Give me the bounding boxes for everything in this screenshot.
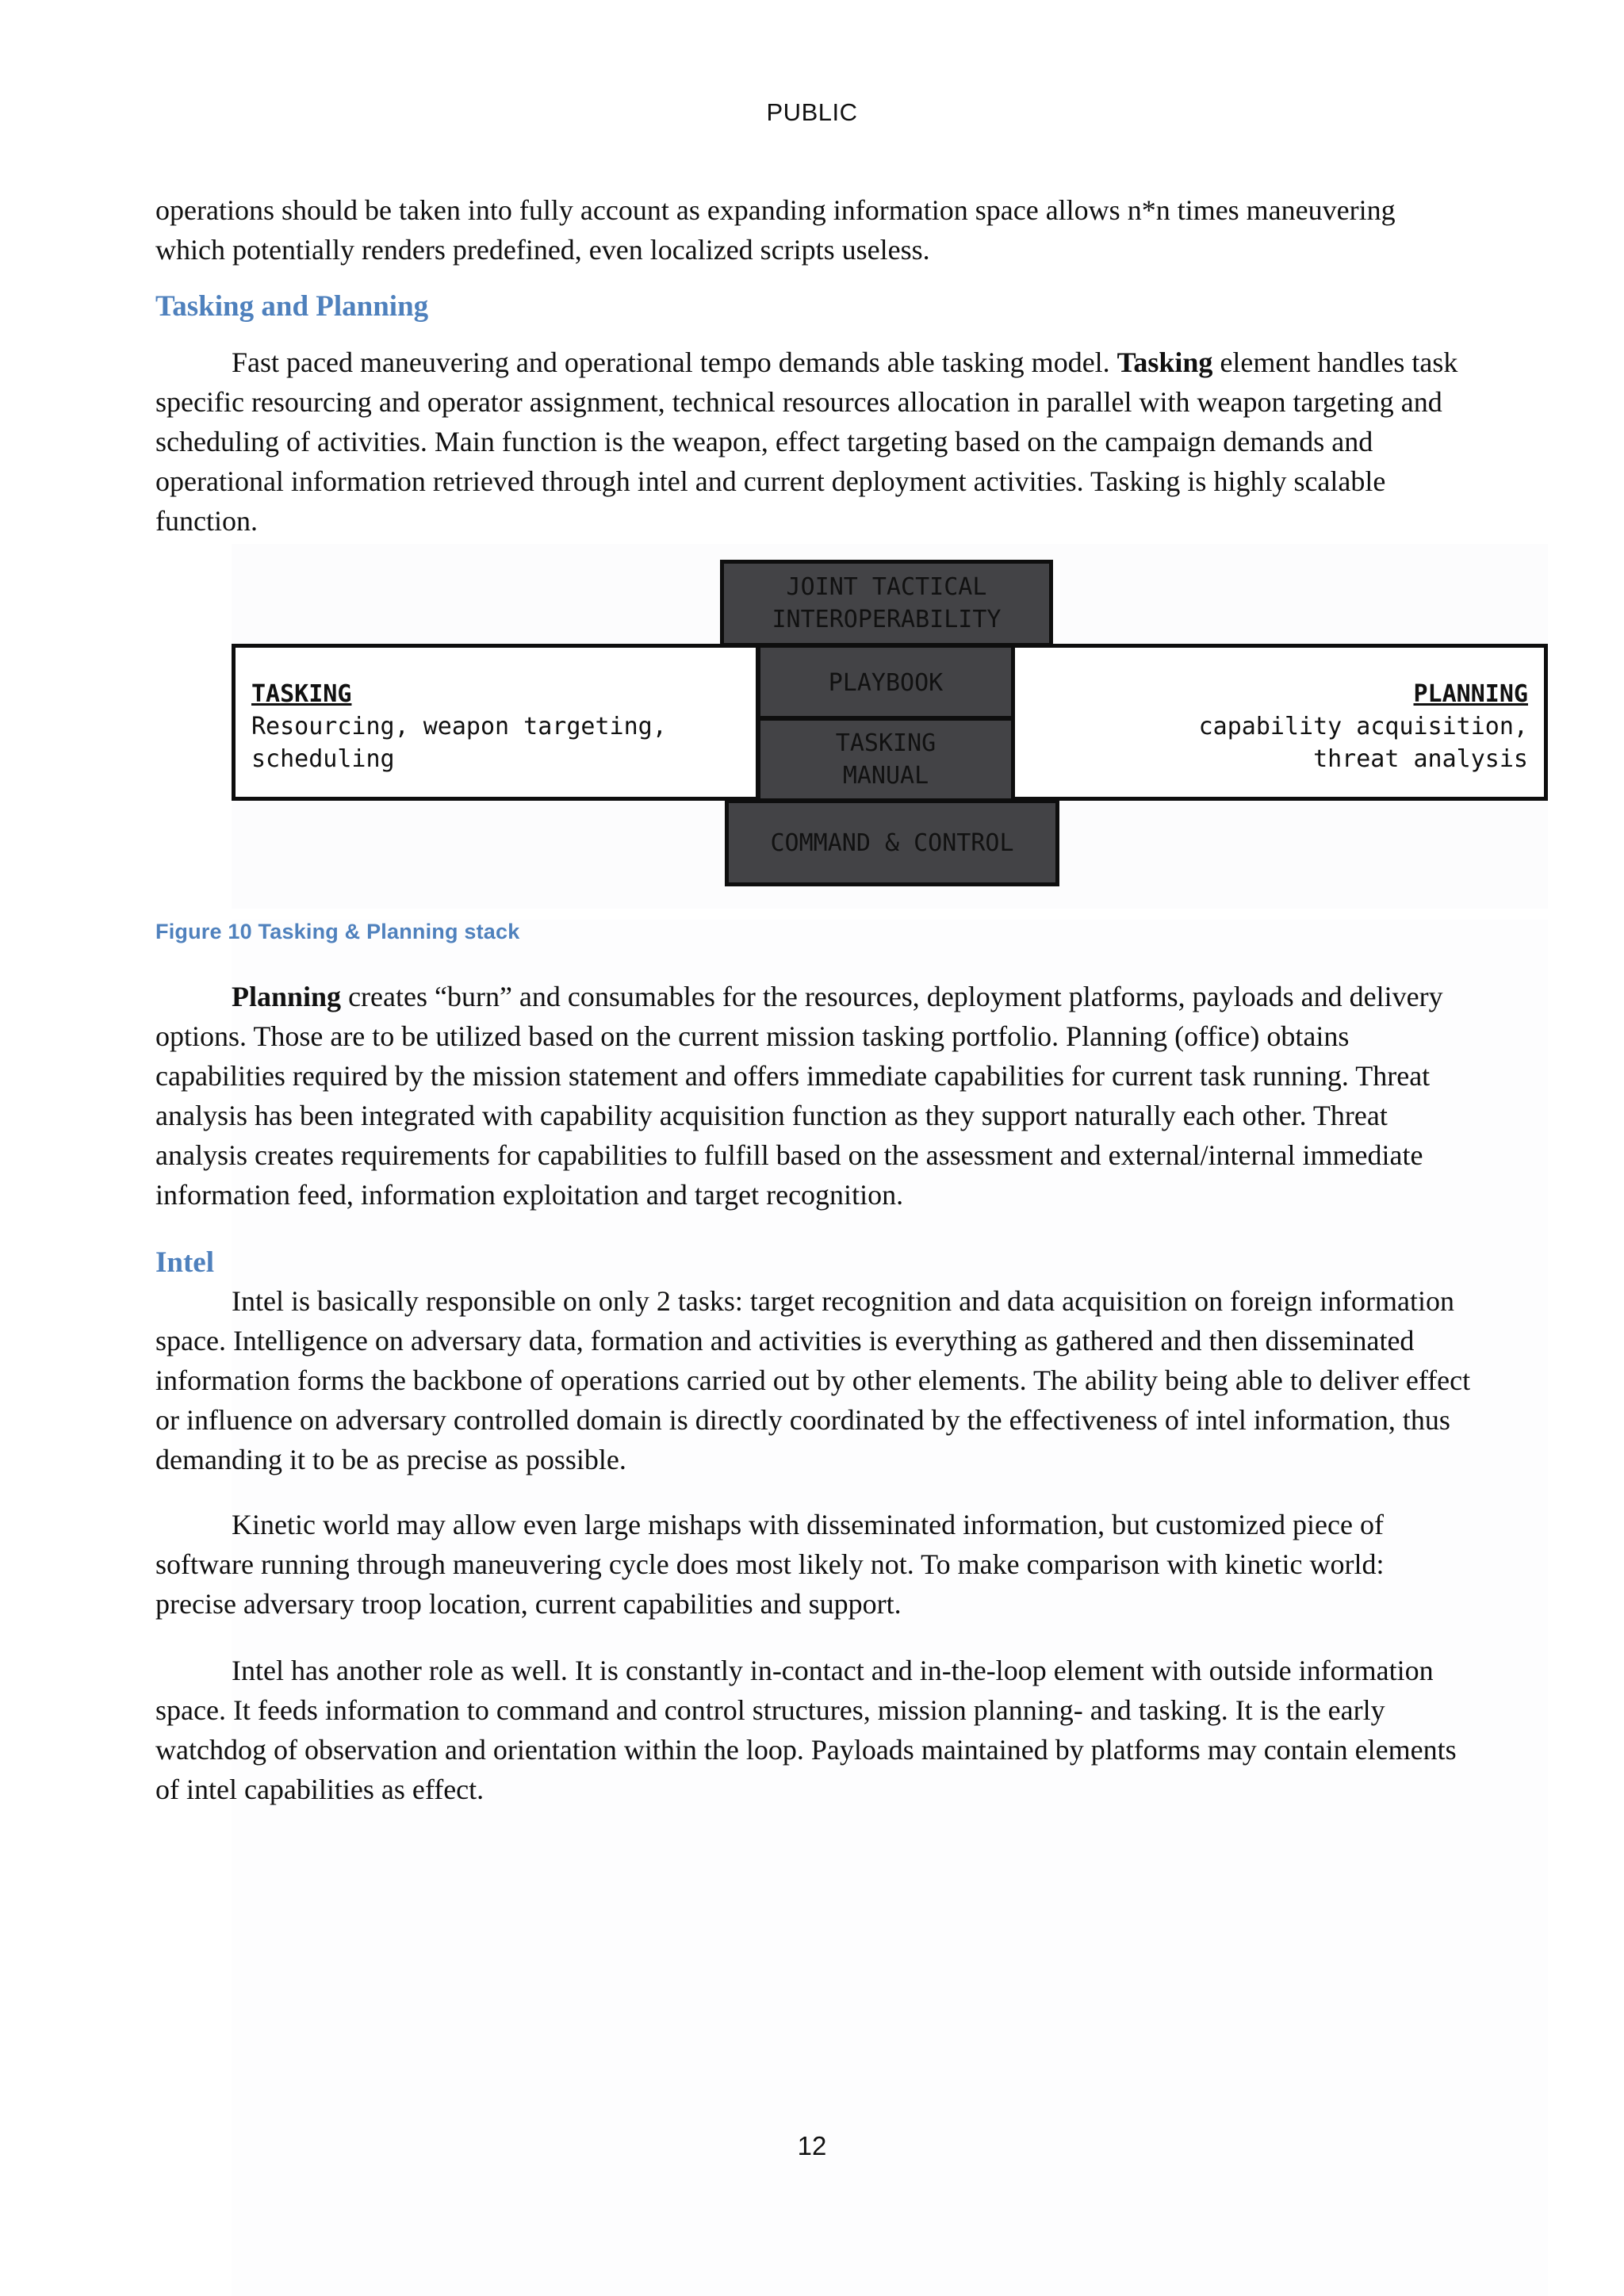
planning-box-title: PLANNING xyxy=(1413,680,1528,708)
figure-background xyxy=(232,544,1548,909)
figure-caption: Figure 10 Tasking & Planning stack xyxy=(155,920,520,943)
section-heading-tasking: Tasking and Planning xyxy=(155,290,429,323)
tasking-manual-label: TASKING MANUAL xyxy=(835,729,936,790)
section-heading-intel: Intel xyxy=(155,1246,214,1279)
planning-box-line-1: capability acquisition, xyxy=(1198,713,1528,740)
intel-p2: Kinetic world may allow even large mishaps with disseminated information, but customized piece of software running through maneuvering cycle does most likely not. To make comparison with kinetic world: precise adversary troop location, current capabilities and support. xyxy=(155,1509,1385,1620)
intel-paragraph-3 xyxy=(155,1651,1472,1809)
intel-p1: Intel is basically responsible on only 2 tasks: target recognition and data acquisition on foreign information space. Intelligence on adversary data, formation and activities is everything as gathered and then disseminated information forms the backbone of operations carried out by other elements. The ability being able to deliver effect or influence on adversary controlled domain is directly coordinated by the effectiveness of intel information, thus demanding it to be as precise as possible. xyxy=(155,1285,1471,1475)
planning-bold-term: Planning xyxy=(232,981,342,1012)
tasking-para-post: element handles task specific resourcing and operator assignment, technical resources allocation in parallel with weapon targeting and scheduling of activities. Main function is the weapon, effect targeting based on the campaign demands and operational information retrieved through intel and current deployment activities. Tasking is highly scalable function. xyxy=(155,346,1458,537)
command-control-label: COMMAND & CONTROL xyxy=(770,828,1014,857)
page-number: 12 xyxy=(797,2131,827,2160)
tasking-box-line-2: scheduling xyxy=(251,745,395,773)
joint-tactical-label: JOINT TACTICAL INTEROPERABILITY xyxy=(772,573,1002,633)
intel-paragraph-2 xyxy=(155,1505,1472,1624)
intel-paragraph-1 xyxy=(155,1281,1472,1479)
tasking-para-pre: Fast paced maneuvering and operational tempo demands able tasking model. xyxy=(232,346,1117,378)
playbook-label: PLAYBOOK xyxy=(828,669,944,697)
tasking-box-line-1: Resourcing, weapon targeting, xyxy=(251,713,667,740)
intel-p3: Intel has another role as well. It is constantly in-contact and in-the-loop element with outside information space. It feeds information to command and control structures, mission planning- and tasking. It is the early watchdog of observation and orientation within the loop. Payloads maintained by platforms may contain elements of intel capabilities as effect. xyxy=(155,1655,1457,1805)
tasking-box-title: TASKING xyxy=(251,680,352,708)
planning-para-text: creates “burn” and consumables for the resources, deployment platforms, payloads and delivery options. Those are to be utilized based on the current mission tasking portfolio. Planning (office) obtains capabilities required by the mission statement and offers immediate capabilities for current task running. Threat analysis has been integrated with capability acquisition function as they support naturally each other. Threat analysis creates requirements for capabilities to fulfill based on the assessment and external/internal immediate information feed, information exploitation and target recognition. xyxy=(155,981,1443,1211)
planning-paragraph xyxy=(155,977,1472,1215)
tasking-bold-term: Tasking xyxy=(1116,346,1213,378)
classification-header: PUBLIC xyxy=(766,98,858,126)
planning-box-line-2: threat analysis xyxy=(1313,745,1528,773)
intro-line-2: which potentially renders predefined, even localized scripts useless. xyxy=(155,234,930,266)
tasking-paragraph xyxy=(155,342,1472,541)
intro-line-1: operations should be taken into fully account as expanding information space allows n*n times maneuvering xyxy=(155,194,1396,226)
intro-paragraph xyxy=(155,190,1472,270)
